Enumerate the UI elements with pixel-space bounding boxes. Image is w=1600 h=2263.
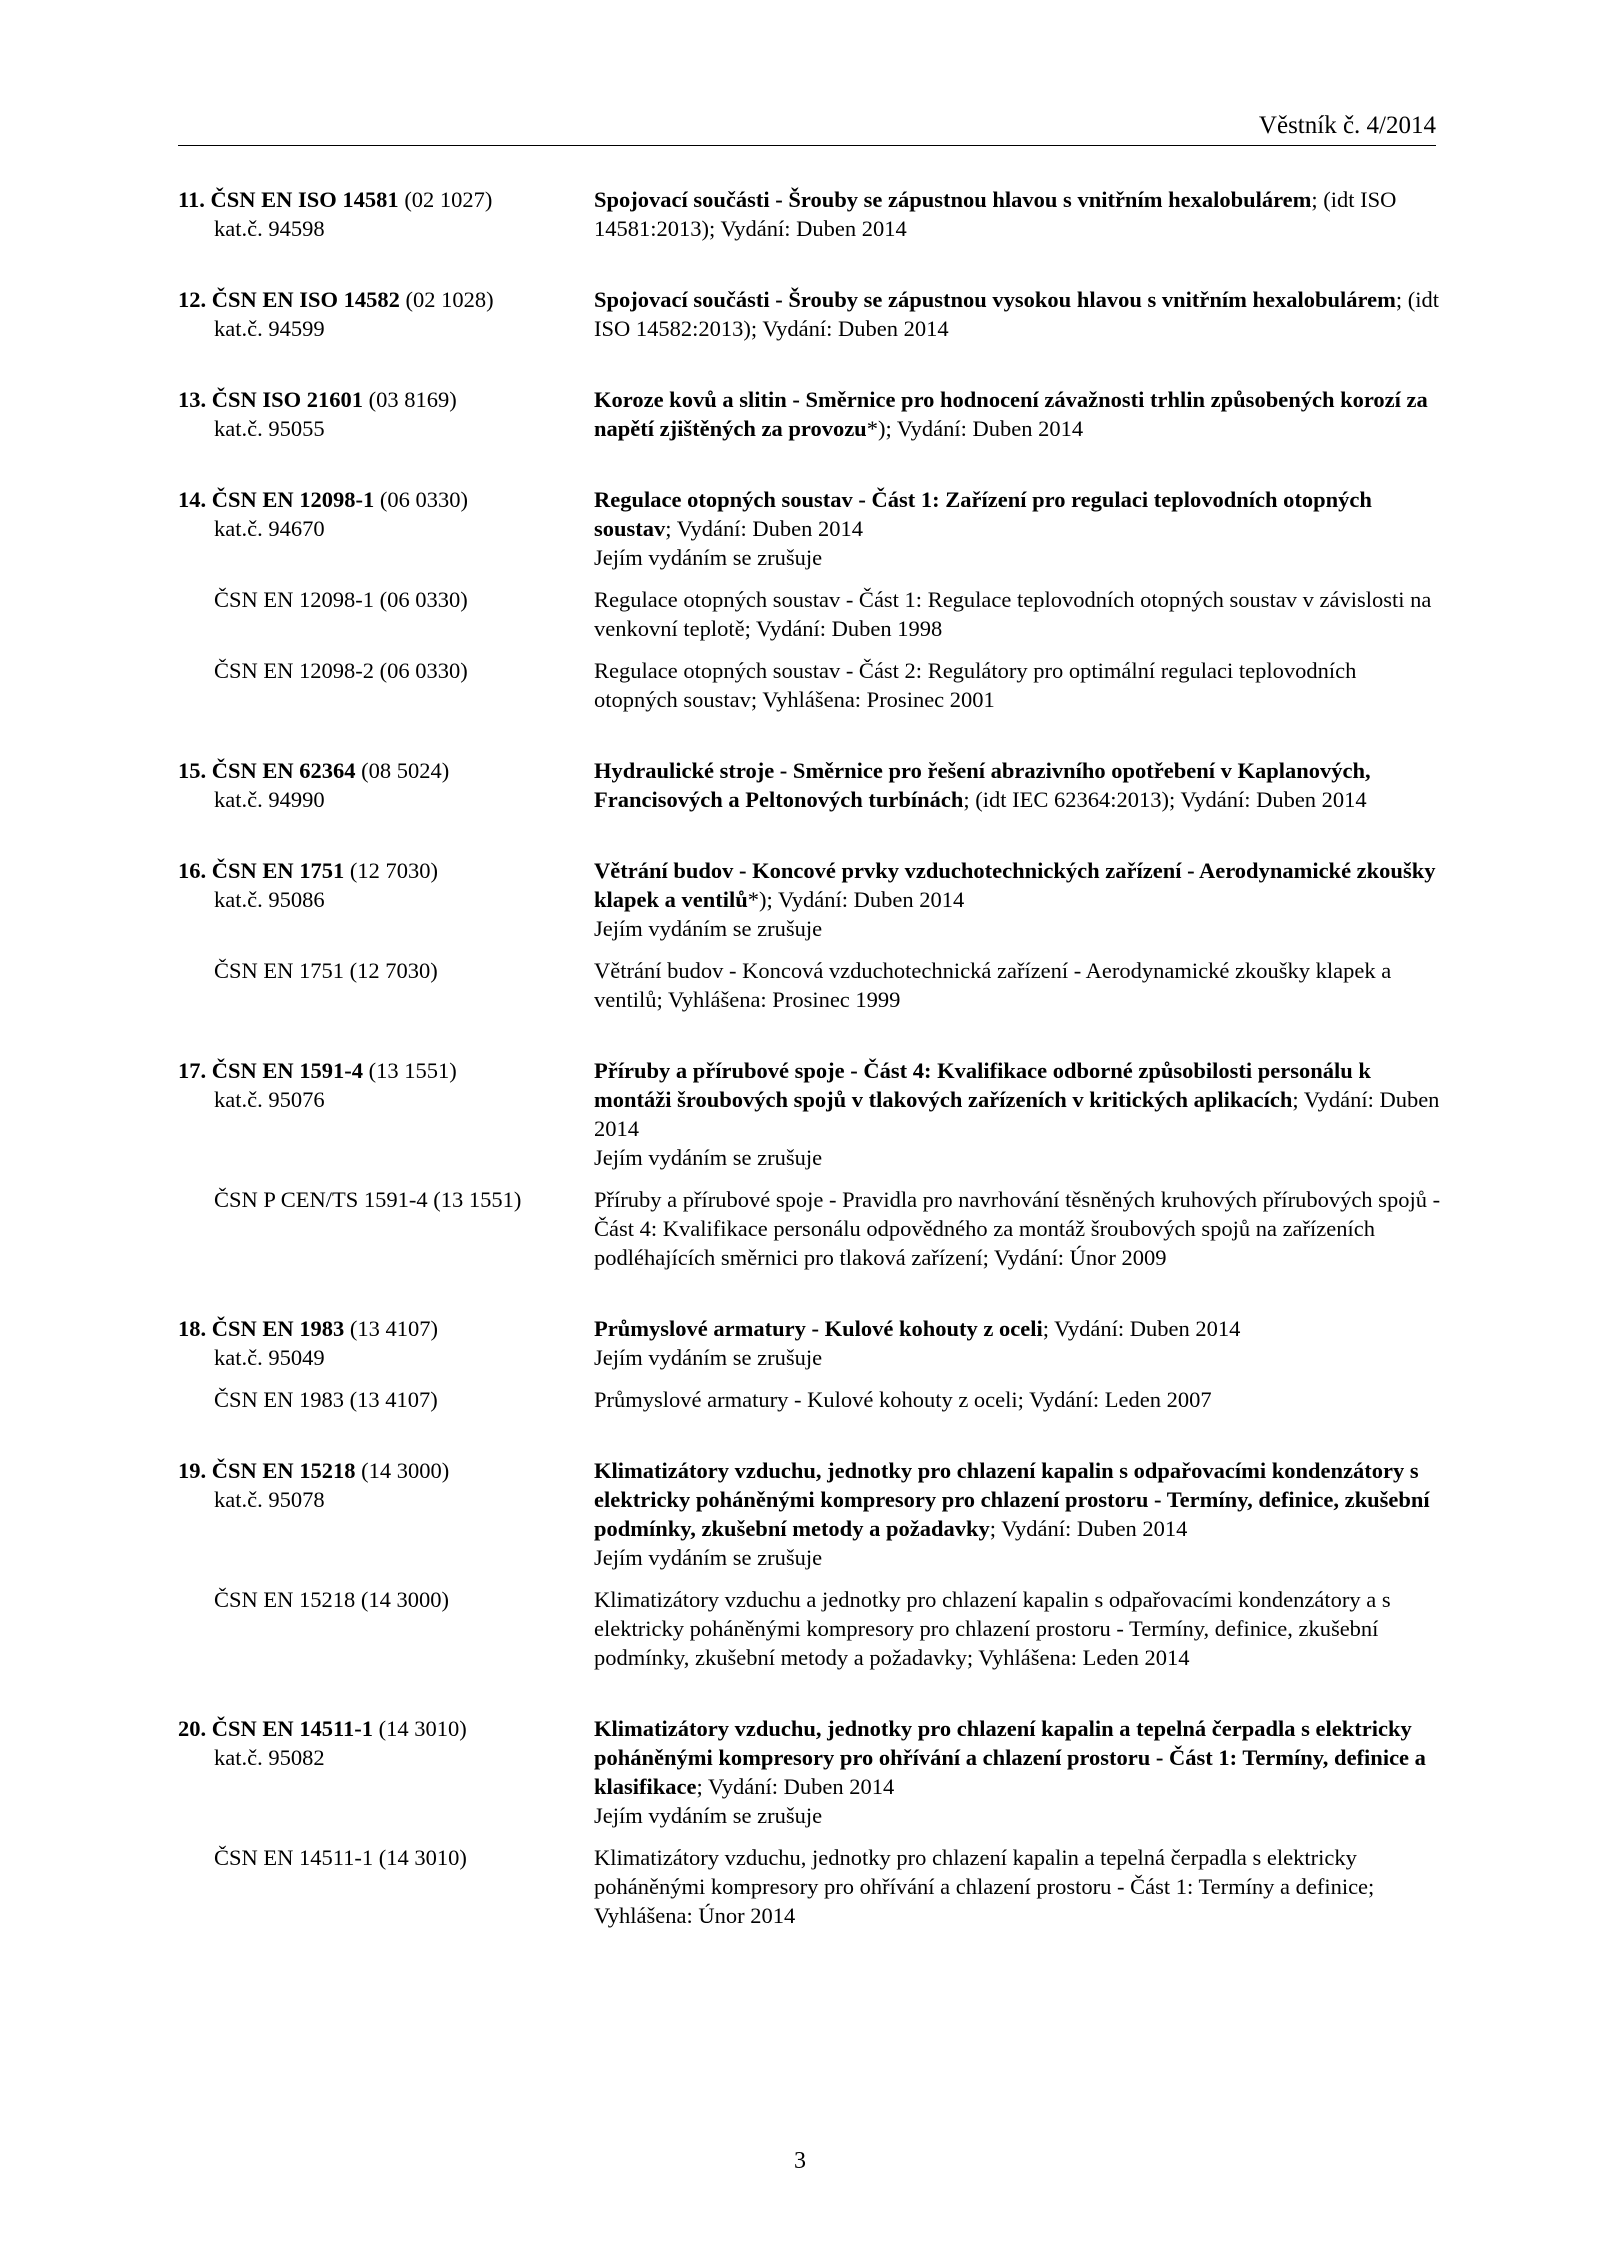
standard-title: Klimatizátory vzduchu, jednotky pro chlazení kapalin a tepelná čerpadla s elektricky poháněnými kompresory pro ohřívání a chlazení prostoru - Část 1: Termíny, definice a klasifikace [594,1716,1426,1799]
entry-identifier [0,756,586,814]
cancellation-note: Jejím vydáním se zrušuje [594,916,823,941]
edition-info: *); Vydání: Duben 2014 [747,887,965,912]
catalog-number: kat.č. 95082 [214,1745,325,1770]
entry-description [586,285,1444,343]
entry-description [586,1056,1444,1172]
entry-number: 19. [178,1458,207,1483]
catalog-number: kat.č. 95086 [214,887,325,912]
entry-identifier [0,385,586,443]
replaced-standard-code: ČSN EN 15218 (14 3000) [214,1587,449,1612]
standard-entry [0,385,1600,443]
entry-identifier [0,856,586,943]
entry-identifier [0,185,586,243]
entry-main-row [0,1314,1600,1372]
catalog-number: kat.č. 94598 [214,216,325,241]
classification-code: (13 1551) [368,1058,457,1083]
replaced-standard-row [0,1385,1600,1414]
entry-number: 15. [178,758,207,783]
standard-entry [0,856,1600,1014]
entry-number: 20. [178,1716,207,1741]
replaced-standard-row [0,585,1600,643]
edition-info: ; (idt ISO 14581:2013); Vydání: Duben 2014 [594,187,1397,241]
edition-info: ; Vydání: Duben 2014 [989,1516,1188,1541]
replaced-standard-code: ČSN EN 1751 (12 7030) [214,958,438,983]
catalog-number: kat.č. 95076 [214,1087,325,1112]
standard-title: Hydraulické stroje - Směrnice pro řešení abrazivního opotřebení v Kaplanových, Francisových a Peltonových turbínách [594,758,1371,812]
cancellation-note: Jejím vydáním se zrušuje [594,1803,823,1828]
replaced-standard-code: ČSN EN 12098-1 (06 0330) [214,587,468,612]
standard-title: Spojovací součásti - Šrouby se zápustnou hlavou s vnitřním hexalobulárem [594,187,1312,212]
entry-identifier [0,1056,586,1172]
standard-entry [0,1456,1600,1672]
standard-entry [0,1314,1600,1414]
standard-code: ČSN EN 1751 [211,858,345,883]
entry-main-row [0,756,1600,814]
replaced-standard-row [0,656,1600,714]
entry-identifier [0,285,586,343]
entry-number: 16. [178,858,207,883]
replaced-standard-code: ČSN EN 12098-2 (06 0330) [214,658,468,683]
edition-info: ; Vydání: Duben 2014 [594,1087,1440,1141]
classification-code: (02 1027) [404,187,493,212]
entry-description [586,1456,1444,1572]
replaced-standard-text: Průmyslové armatury - Kulové kohouty z oceli; Vydání: Leden 2007 [594,1387,1212,1412]
replaced-standard-text: Klimatizátory vzduchu a jednotky pro chlazení kapalin s odpařovacími kondenzátory a s elektricky poháněnými kompresory pro chlazení prostoru - Termíny, definice, zkušební podmínky, zkušební metody a požadavky; Vyhlášena: Leden 2014 [594,1587,1391,1670]
standard-entry [0,1056,1600,1272]
entry-description [586,485,1444,572]
edition-info: ; Vydání: Duben 2014 [665,516,863,541]
classification-code: (14 3010) [378,1716,467,1741]
standard-entry [0,485,1600,714]
standard-code: ČSN EN 1983 [211,1316,345,1341]
replaced-standard-text: Příruby a přírubové spoje - Pravidla pro navrhování těsněných kruhových přírubových spojů - Část 4: Kvalifikace personálu odpovědného za montáž šroubových spojů na zařízeních podléhajících směrnici pro tlaková zařízení; Vydání: Únor 2009 [594,1187,1441,1270]
entry-identifier [0,1314,586,1372]
replaced-standard-code: ČSN EN 14511-1 (14 3010) [214,1845,467,1870]
classification-code: (02 1028) [405,287,494,312]
catalog-number: kat.č. 94670 [214,516,325,541]
entry-main-row [0,485,1600,572]
standard-code: ČSN EN 62364 [211,758,356,783]
entry-number: 13. [178,387,207,412]
classification-code: (03 8169) [368,387,457,412]
entry-identifier [0,485,586,572]
standard-entry [0,185,1600,243]
entry-description [586,1314,1444,1372]
standard-code: ČSN EN 12098-1 [211,487,375,512]
standard-title: Větrání budov - Koncové prvky vzduchotechnických zařízení - Aerodynamické zkoušky klapek a ventilů [594,858,1436,912]
replaced-standard-text: Regulace otopných soustav - Část 2: Regulátory pro optimální regulaci teplovodních otopných soustav; Vyhlášena: Prosinec 2001 [594,658,1357,712]
entry-main-row [0,856,1600,943]
standard-title: Spojovací součásti - Šrouby se zápustnou vysokou hlavou s vnitřním hexalobulárem [594,287,1396,312]
entry-number: 18. [178,1316,207,1341]
entry-main-row [0,1714,1600,1830]
standard-title: Příruby a přírubové spoje - Část 4: Kvalifikace odborné způsobilosti personálu k montáži šroubových spojů v tlakových zařízeních v kritických aplikacích [594,1058,1371,1112]
entry-main-row [0,1056,1600,1172]
replaced-standard-text: Regulace otopných soustav - Část 1: Regulace teplovodních otopných soustav v závislosti na venkovní teplotě; Vydání: Duben 1998 [594,587,1432,641]
entry-identifier [0,1714,586,1830]
standard-entry [0,756,1600,814]
page-header [178,110,1436,146]
replaced-standard-code: ČSN EN 1983 (13 4107) [214,1387,438,1412]
entry-identifier [0,1456,586,1572]
standard-title: Regulace otopných soustav - Část 1: Zařízení pro regulaci teplovodních otopných soustav [594,487,1372,541]
entry-main-row [0,185,1600,243]
classification-code: (06 0330) [379,487,469,512]
standards-list [0,185,1600,1972]
standard-code: ČSN EN ISO 14581 [210,187,399,212]
cancellation-note: Jejím vydáním se zrušuje [594,545,823,570]
catalog-number: kat.č. 95055 [214,416,325,441]
entry-number: 17. [178,1058,207,1083]
replaced-standard-row [0,1585,1600,1672]
catalog-number: kat.č. 94990 [214,787,325,812]
catalog-number: kat.č. 95078 [214,1487,325,1512]
entry-description [586,856,1444,943]
cancellation-note: Jejím vydáním se zrušuje [594,1145,823,1170]
entry-description [586,385,1444,443]
replaced-standard-row [0,1843,1600,1930]
replaced-standard-row [0,1185,1600,1272]
entry-main-row [0,1456,1600,1572]
standard-entry [0,1714,1600,1930]
entry-main-row [0,285,1600,343]
catalog-number: kat.č. 94599 [214,316,325,341]
entry-description [586,185,1444,243]
edition-info: ; Vydání: Duben 2014 [696,1774,895,1799]
standard-entry [0,285,1600,343]
cancellation-note: Jejím vydáním se zrušuje [594,1345,823,1370]
replaced-standard-text: Klimatizátory vzduchu, jednotky pro chlazení kapalin a tepelná čerpadla s elektricky poháněnými kompresory pro ohřívání a chlazení prostoru - Část 1: Termíny a definice; Vyhlášena: Únor 2014 [594,1845,1375,1928]
standard-code: ČSN EN 14511-1 [211,1716,374,1741]
entry-description [586,1714,1444,1830]
standard-code: ČSN EN ISO 14582 [211,287,400,312]
standard-title: Klimatizátory vzduchu, jednotky pro chlazení kapalin s odpařovacími kondenzátory s elektricky poháněnými kompresory pro chlazení prostoru - Termíny, definice, zkušební podmínky, zkušební metody a požadavky [594,1458,1430,1541]
standard-code: ČSN ISO 21601 [211,387,364,412]
bulletin-title: Věstník č. 4/2014 [1258,112,1436,139]
classification-code: (12 7030) [349,858,439,883]
entry-number: 11. [178,187,205,212]
edition-info: *); Vydání: Duben 2014 [866,416,1084,441]
replaced-standard-code: ČSN P CEN/TS 1591-4 (13 1551) [214,1187,522,1212]
replaced-standard-row [0,956,1600,1014]
standard-title: Průmyslové armatury - Kulové kohouty z oceli [594,1316,1043,1341]
entry-number: 12. [178,287,207,312]
replaced-standard-text: Větrání budov - Koncová vzduchotechnická zařízení - Aerodynamické zkoušky klapek a ventilů; Vyhlášena: Prosinec 1999 [594,958,1392,1012]
cancellation-note: Jejím vydáním se zrušuje [594,1545,823,1570]
standard-title: Koroze kovů a slitin - Směrnice pro hodnocení závažnosti trhlin způsobených korozí za napětí zjištěných za provozu [594,387,1428,441]
edition-info: ; Vydání: Duben 2014 [1042,1316,1241,1341]
edition-info: ; (idt ISO 14582:2013); Vydání: Duben 2014 [594,287,1439,341]
classification-code: (08 5024) [361,758,450,783]
entry-description [586,756,1444,814]
classification-code: (13 4107) [349,1316,439,1341]
standard-code: ČSN EN 15218 [211,1458,356,1483]
entry-main-row [0,385,1600,443]
page-number: 3 [794,2148,806,2174]
classification-code: (14 3000) [361,1458,450,1483]
standard-code: ČSN EN 1591-4 [211,1058,364,1083]
catalog-number: kat.č. 95049 [214,1345,325,1370]
entry-number: 14. [178,487,207,512]
edition-info: ; (idt IEC 62364:2013); Vydání: Duben 2014 [963,787,1367,812]
